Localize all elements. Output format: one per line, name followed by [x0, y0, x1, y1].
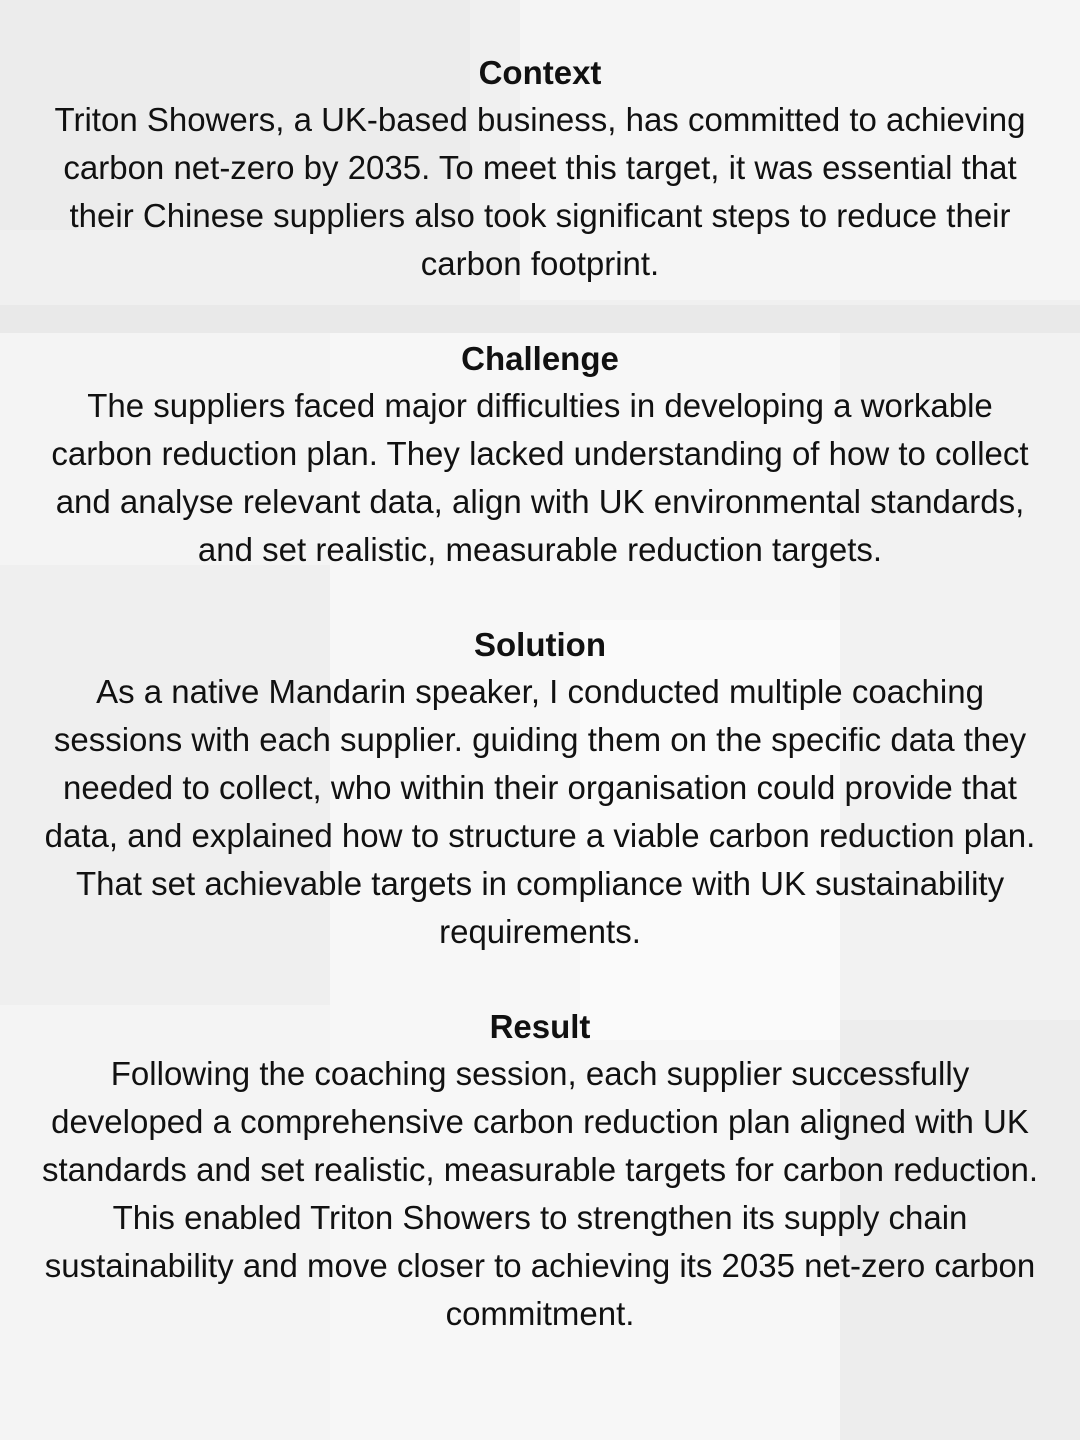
- section-spacer: [40, 956, 1040, 1004]
- result-body: Following the coaching session, each supplier successfully developed a comprehensive carbon reduction plan aligned with UK standards and set realistic, measurable targets for carbon reduction. This enabled Triton Showers to strengthen its supply chain sustainability and move closer to achieving its 2035 net-zero carbon commitment.: [41, 1055, 1039, 1332]
- context-heading: Context: [478, 54, 602, 91]
- challenge-section: [40, 336, 1040, 574]
- solution-body: As a native Mandarin speaker, I conducted multiple coaching sessions with each supplier. guiding them on the specific data they needed to collect, who within their organisation could provide that data, and explained how to structure a viable carbon reduction plan. That set achievable targets in compliance with UK sustainability requirements.: [44, 673, 1036, 950]
- solution-section: [40, 622, 1040, 956]
- context-body: Triton Showers, a UK-based business, has committed to achieving carbon net-zero by 2035. To meet this target, it was essential that their Chinese suppliers also took significant steps to reduce their carbon footprint.: [54, 101, 1026, 282]
- solution-heading: Solution: [474, 626, 606, 663]
- result-section: [40, 1004, 1040, 1338]
- section-spacer: [40, 574, 1040, 622]
- context-section: [40, 50, 1040, 288]
- section-spacer: [40, 288, 1040, 336]
- case-study-document: [40, 0, 1040, 1338]
- result-heading: Result: [489, 1008, 591, 1045]
- challenge-body: The suppliers faced major difficulties in developing a workable carbon reduction plan. They lacked understanding of how to collect and analyse relevant data, align with UK environmental standards, and set realistic, measurable reduction targets.: [51, 387, 1029, 568]
- challenge-heading: Challenge: [461, 340, 619, 377]
